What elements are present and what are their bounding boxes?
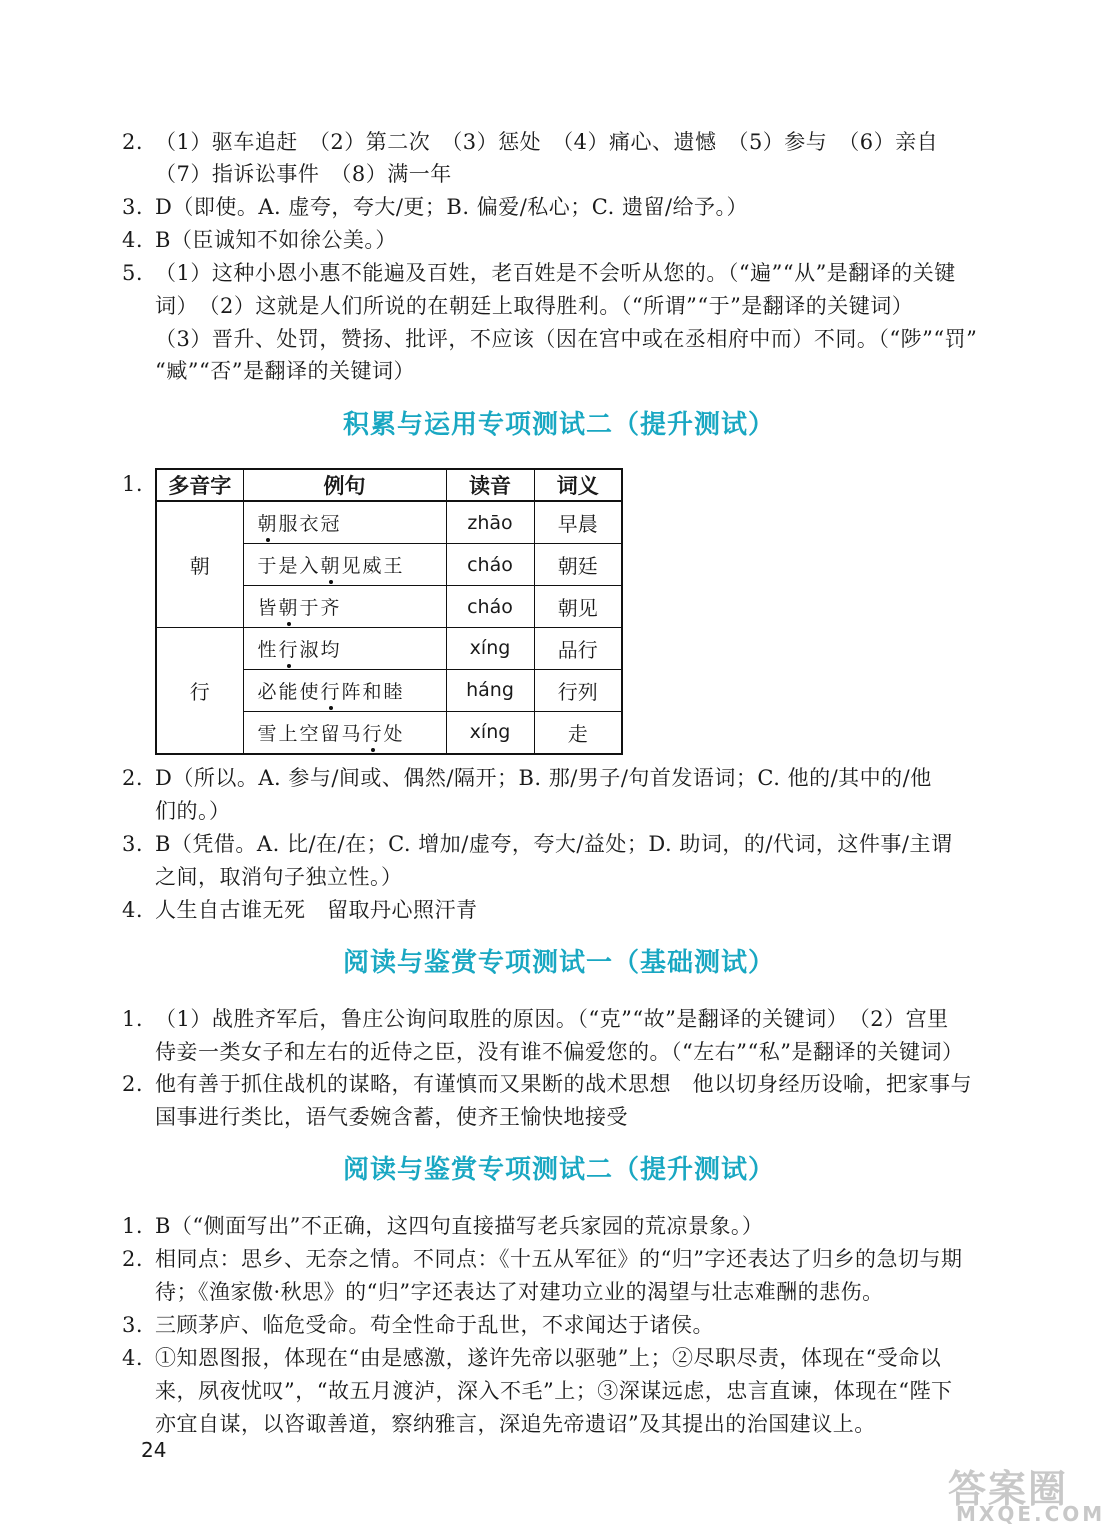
section-heading-reading-2: 阅读与鉴赏专项测试二（提升测试） [342, 1155, 775, 1185]
polyphone-table [155, 468, 623, 755]
answer-text: 亦宜自谋，以咨诹善道，察纳雅言，深追先帝遗诏”及其提出的治国建议上。 [155, 1412, 876, 1436]
header-sentence: 例句 [243, 469, 446, 501]
answer-text: 国事进行类比，语气委婉含蓄，使齐王愉快地接受 [155, 1105, 628, 1129]
watermark-url: MXQE.COM [956, 1502, 1106, 1526]
answer-text: （1）战胜齐军后，鲁庄公询问取胜的原因。（“克”“故”是翻译的关键词） （2）宫里 [155, 1007, 949, 1031]
item-number: 4. [122, 1346, 144, 1370]
item-number: 1. [122, 472, 144, 496]
emphasis-dot-char: 行 [321, 677, 342, 704]
example-sentence: 雪上空留马行处 [243, 711, 446, 754]
answer-text: 相同点：思乡、无奈之情。不同点：《十五从军征》的“归”字还表达了归乡的急切与期 [155, 1247, 963, 1271]
pinyin-cell: cháo [446, 586, 534, 628]
answer-text: “臧”“否”是翻译的关键词） [155, 359, 415, 383]
pinyin-cell: háng [446, 669, 534, 711]
table-header-row [156, 469, 622, 501]
item-number: 5. [122, 261, 144, 285]
meaning-cell: 品行 [534, 627, 622, 669]
item-number: 1. [122, 1214, 144, 1238]
item-number: 3. [122, 1313, 144, 1337]
meaning-cell: 朝见 [534, 586, 622, 628]
item-number: 4. [122, 228, 144, 252]
watermark-logo [948, 1458, 1108, 1528]
item-number: 2. [122, 1072, 144, 1096]
item-number: 2. [122, 766, 144, 790]
watermark-text: 答案圈 [948, 1467, 1069, 1511]
answer-text: 人生自古谁无死 留取丹心照汗青 [155, 898, 478, 922]
polyphone-char: 朝 [156, 501, 243, 627]
emphasis-dot-char: 朝 [321, 551, 342, 578]
table-row [156, 501, 622, 544]
answer-text: B（凭借。A. 比/在/在；C. 增加/虚夸，夸大/益处；D. 助词，的/代词，这件事/主谓 [155, 832, 953, 856]
answer-text: 三顾茅庐、临危受命。苟全性命于乱世，不求闻达于诸侯。 [155, 1313, 714, 1337]
answer-text: （1）驱车追赶 （2）第二次 （3）惩处 （4）痛心、遗憾 （5）参与 （6）亲自 [155, 130, 939, 154]
emphasis-dot-char: 行 [279, 635, 300, 662]
meaning-cell: 行列 [534, 669, 622, 711]
answer-text: ①知恩图报，体现在“由是感激，遂许先帝以驱驰”上；②尽职尽责，体现在“受命以 [155, 1346, 942, 1370]
answer-text: 之间，取消句子独立性。） [155, 865, 403, 889]
meaning-cell: 走 [534, 711, 622, 754]
pinyin-cell: xíng [446, 711, 534, 754]
table-row [156, 627, 622, 669]
pinyin-cell: cháo [446, 544, 534, 586]
item-number: 2. [122, 130, 144, 154]
answer-text: 们的。） [155, 799, 231, 823]
answer-text: B（臣诚知不如徐公美。） [155, 228, 397, 252]
answer-text: 词） （2）这就是人们所说的在朝廷上取得胜利。（“所谓”“于”是翻译的关键词） [155, 294, 914, 318]
item-number: 1. [122, 1007, 144, 1031]
item-number: 2. [122, 1247, 144, 1271]
example-sentence: 性行淑均 [243, 627, 446, 669]
answer-text: 来，夙夜忧叹”，“故五月渡泸，深入不毛”上；③深谋远虑，忠言直谏，体现在“陛下 [155, 1379, 953, 1403]
section-heading-reading-1: 阅读与鉴赏专项测试一（基础测试） [342, 948, 775, 978]
example-sentence: 朝服衣冠 [243, 501, 446, 544]
meaning-cell: 朝廷 [534, 544, 622, 586]
answer-text: D（即使。A. 虚夸，夸大/更；B. 偏爱/私心；C. 遗留/给予。） [155, 195, 749, 219]
polyphone-char: 行 [156, 627, 243, 754]
item-number: 3. [122, 195, 144, 219]
answer-text: D（所以。A. 参与/间或、偶然/隔开；B. 那/男子/句首发语词；C. 他的/其中的/他 [155, 766, 932, 790]
emphasis-dot-char: 朝 [279, 593, 300, 620]
header-pinyin: 读音 [446, 469, 534, 501]
page-number: 24 [141, 1438, 167, 1462]
header-meaning: 词义 [534, 469, 622, 501]
answer-text: 他有善于抓住战机的谋略，有谨慎而又果断的战术思想 他以切身经历设喻，把家事与 [155, 1072, 972, 1096]
answer-text: （1）这种小恩小惠不能遍及百姓，老百姓是不会听从您的。（“遍”“从”是翻译的关键 [155, 261, 956, 285]
answer-text: 待；《渔家傲·秋思》的“归”字还表达了对建功立业的渴望与壮志难酬的悲伤。 [155, 1280, 884, 1304]
header-char: 多音字 [156, 469, 243, 501]
answer-text: 侍妾一类女子和左右的近侍之臣，没有谁不偏爱您的。（“左右”“私”是翻译的关键词） [155, 1040, 964, 1064]
example-sentence: 皆朝于齐 [243, 586, 446, 628]
example-sentence: 必能使行阵和睦 [243, 669, 446, 711]
emphasis-dot-char: 朝 [258, 509, 279, 536]
item-number: 3. [122, 832, 144, 856]
pinyin-cell: zhāo [446, 501, 534, 544]
example-sentence: 于是入朝见威王 [243, 544, 446, 586]
emphasis-dot-char: 行 [363, 719, 384, 746]
section-heading-accumulation-2: 积累与运用专项测试二（提升测试） [342, 410, 775, 440]
answer-text: B（“侧面写出”不正确，这四句直接描写老兵家园的荒凉景象。） [155, 1214, 764, 1238]
item-number: 4. [122, 898, 144, 922]
answer-text: （7）指诉讼事件 （8）满一年 [155, 162, 452, 186]
pinyin-cell: xíng [446, 627, 534, 669]
meaning-cell: 早晨 [534, 501, 622, 544]
answer-text: （3）晋升、处罚，赞扬、批评，不应该（因在宫中或在丞相府中而）不同。（“陟”“罚” [155, 327, 978, 351]
